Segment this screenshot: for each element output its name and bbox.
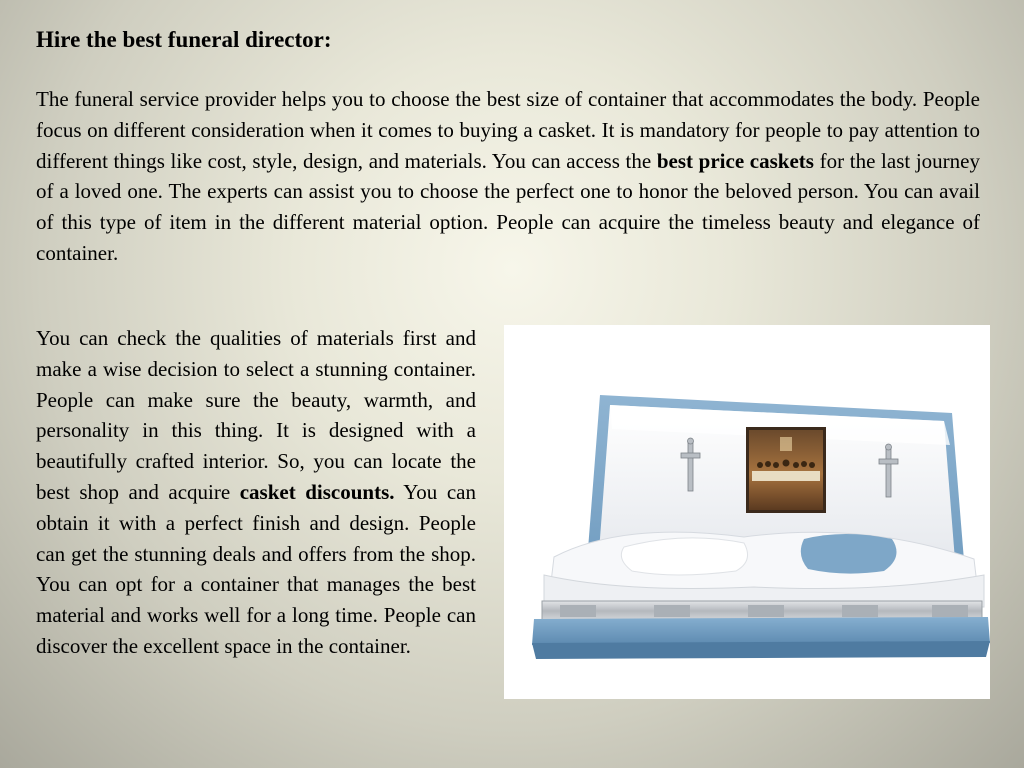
- casket-discounts-link[interactable]: casket discounts.: [239, 479, 395, 504]
- page-title: Hire the best funeral director:: [36, 27, 332, 52]
- casket-base: [532, 617, 990, 659]
- intro-text-start: The funeral service provider helps you to choose the best size of container that accommodates the body. People focus on different consideration when it comes to buying a casket. It is mandatory for people to pay attention to different things like cost, style, design, and materials. You can access the: [36, 87, 980, 173]
- casket-photo: [504, 325, 990, 699]
- casket-illustration: [504, 325, 990, 699]
- intro-paragraph: [36, 84, 980, 269]
- casket-bedding: [544, 532, 984, 607]
- body-text-end: You can obtain it with a perfect finish and design. People can get the stunning deals and offers from the shop. You can opt for a container that manages the best material and works well for a long time. People can discover the excellent space in the container.: [36, 479, 476, 658]
- body-text-start: You can check the qualities of materials first and make a wise decision to select a stunning container. People can make sure the beauty, warmth, and personality in this thing. It is designed with a beautifully crafted interior. So, you can locate the best shop and acquire: [36, 326, 476, 504]
- painting-panel: [746, 427, 826, 513]
- body-paragraph: [36, 323, 476, 662]
- best-price-caskets-link[interactable]: best price caskets: [656, 148, 814, 173]
- intro-text-end: for the last journey of a loved one. The experts can assist you to choose the perfect one to honor the beloved person. You can avail of this type of item in the different material option. People can acquire the timeless beauty and elegance of container.: [36, 148, 980, 265]
